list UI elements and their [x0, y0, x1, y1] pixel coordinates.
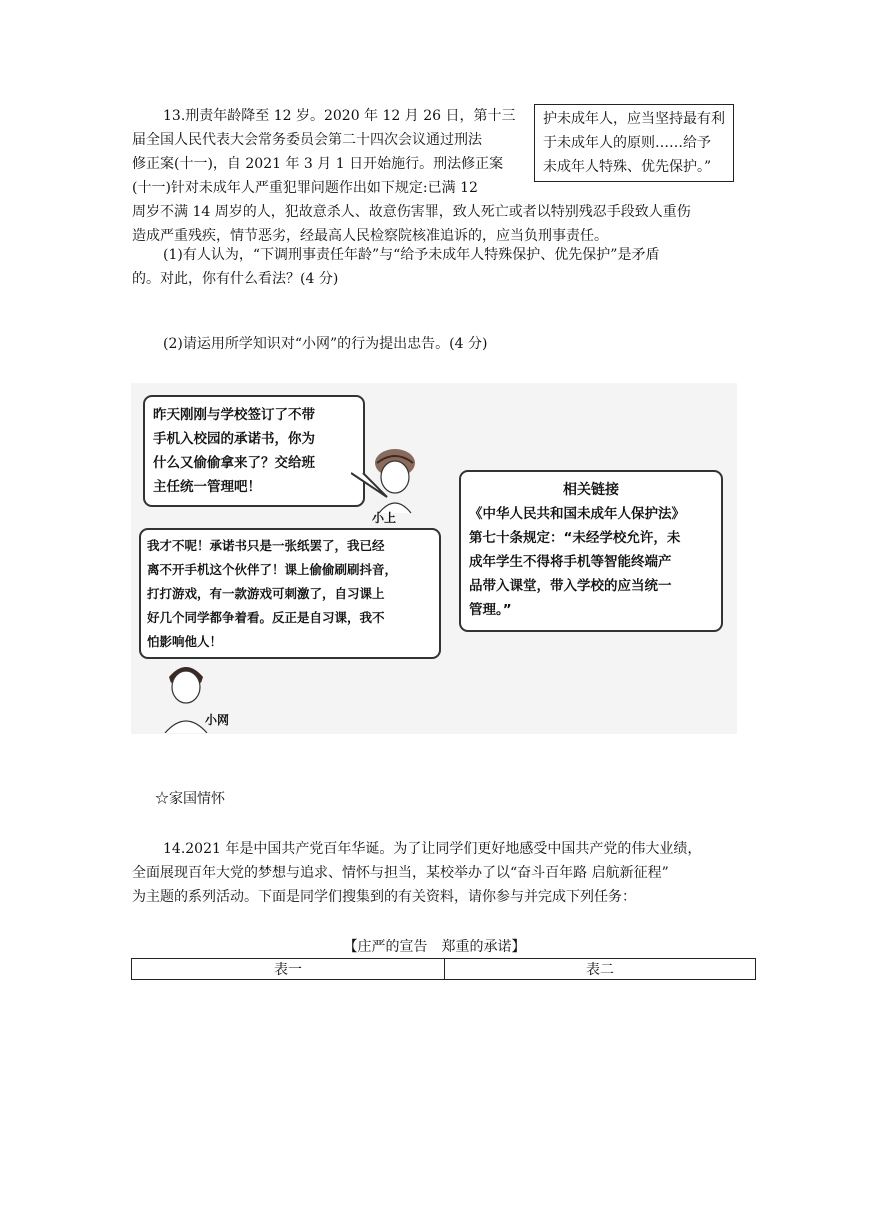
speech-bubble-xiaoshang [143, 395, 365, 507]
law-quote-line: 于未成年人的原则……给予 [543, 135, 711, 151]
table-header-2: 表二 [445, 959, 756, 980]
xiaowang-avatar [161, 655, 211, 733]
bubble-line: 我才不呢！承诺书只是一张纸罢了，我已经 [147, 538, 385, 553]
bubble-line: 手机入校园的承诺书，你为 [153, 431, 315, 447]
table-title: 【庄严的宣告 郑重的承诺】 [343, 939, 526, 955]
law-quote-line: 护未成年人，应当坚持最有利 [543, 111, 725, 127]
link-line: 成年学生不得将手机等智能终端产 [469, 554, 672, 570]
comic-panel [131, 383, 737, 734]
q14-line-2: 全面展现百年大党的梦想与追求、情怀与担当，某校举办了以“奋斗百年路 启航新征程” [132, 865, 669, 881]
related-link-title: 相关链接 [563, 482, 619, 498]
link-line: 《中华人民共和国未成年人保护法》 [469, 506, 685, 522]
q13-sub1-line-1: (1)有人认为，“下调刑事责任年龄”与“给予未成年人特殊保护、优先保护”是矛盾 [163, 247, 660, 263]
bubble-line: 昨天刚刚与学校签订了不带 [153, 407, 315, 423]
bubble-line: 主任统一管理吧！ [153, 479, 261, 495]
bubble-line: 怕影响他人！ [147, 634, 223, 649]
q13-sub1-line-2: 的。对此，你有什么看法？(4 分) [132, 271, 339, 287]
bubble-line: 离不开手机这个伙伴了！课上偷偷刷刷抖音， [147, 562, 398, 577]
declaration-table [131, 958, 756, 980]
q13-line-4: (十一)针对未成年人严重犯罪问题作出如下规定:已满 12 [132, 180, 478, 196]
link-line: 管理。” [469, 602, 512, 618]
q13-line-5: 周岁不满 14 周岁的人，犯故意杀人、故意伤害罪，致人死亡或者以特别残忍手段致人重伤 [132, 204, 691, 220]
law-quote-box [534, 104, 734, 182]
bubble-line: 什么又偷偷拿来了？交给班 [153, 455, 315, 471]
bubble-line: 打打游戏，有一款游戏可刺激了，自习课上 [147, 586, 385, 601]
link-line: 品带入课堂，带入学校的应当统一 [469, 578, 672, 594]
table-header-1: 表一 [132, 959, 445, 980]
q14-line-3: 为主题的系列活动。下面是同学们搜集到的有关资料，请你参与并完成下列任务： [132, 889, 636, 905]
q14-line-1: 14.2021 年是中国共产党百年华诞。为了让同学们更好地感受中国共产党的伟大业绩， [163, 841, 702, 857]
section-heading: ☆家国情怀 [155, 791, 225, 807]
q13-line-6: 造成严重残疾，情节恶劣，经最高人民检察院核准追诉的，应当负刑事责任。 [132, 228, 608, 244]
link-line: 第七十条规定：“未经学校允许，未 [469, 530, 681, 546]
bubble-line: 好几个同学都争着看。反正是自习课，我不 [147, 610, 385, 625]
q13-line-3: 修正案(十一)，自 2021 年 3 月 1 日开始施行。刑法修正案 [132, 156, 504, 172]
name-label-xiaoshang: 小上 [372, 511, 397, 525]
name-label-xiaowang: 小网 [205, 713, 230, 727]
xiaoshang-avatar [365, 445, 425, 515]
q13-line-2: 届全国人民代表大会常务委员会第二十四次会议通过刑法 [132, 132, 482, 148]
law-quote-line: 未成年人特殊、优先保护。” [543, 159, 712, 175]
q13-line-1: 13.刑责年龄降至 12 岁。2020 年 12 月 26 日，第十三 [163, 108, 516, 124]
q13-sub2: (2)请运用所学知识对“小网”的行为提出忠告。(4 分) [163, 336, 488, 352]
speech-bubble-xiaowang [139, 528, 441, 659]
related-link-box [459, 470, 723, 632]
